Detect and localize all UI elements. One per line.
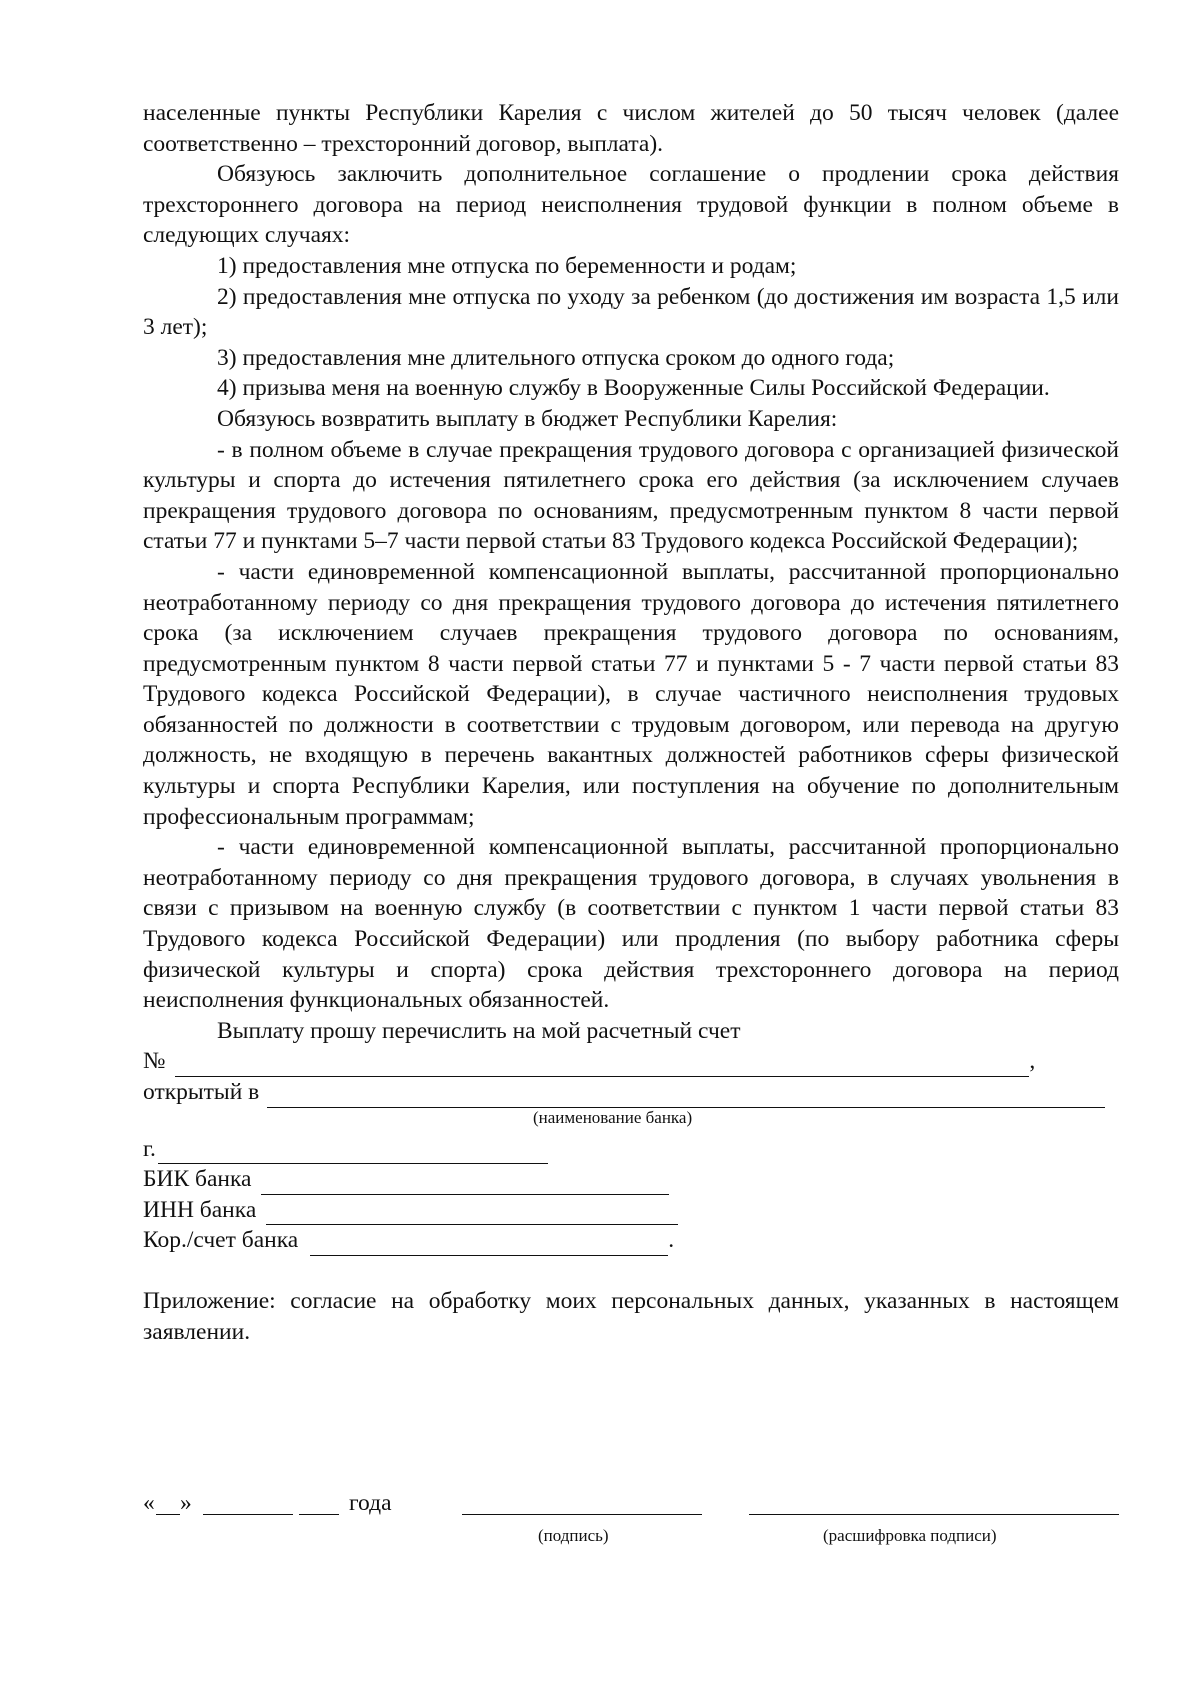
city-line[interactable] bbox=[158, 1141, 548, 1164]
bank-name-field[interactable] bbox=[143, 1077, 1119, 1108]
bik-label: БИК банка bbox=[143, 1166, 252, 1193]
account-number-field[interactable] bbox=[143, 1046, 1119, 1077]
bik-line[interactable] bbox=[261, 1172, 669, 1195]
paragraph-transfer-request: Выплату прошу перечислить на мой расчетный счет bbox=[217, 1017, 741, 1044]
date-month-line[interactable] bbox=[203, 1514, 293, 1515]
list-item-2: 2) предоставления мне отпуска по уходу за ребенком (до достижения им возраста 1,5 или 3 лет); bbox=[143, 283, 1119, 341]
opened-in-label: открытый в bbox=[143, 1079, 260, 1105]
corr-account-line[interactable] bbox=[310, 1233, 668, 1256]
corr-account-field[interactable] bbox=[143, 1225, 1119, 1256]
inn-line[interactable] bbox=[266, 1202, 678, 1225]
year-word: года bbox=[349, 1490, 392, 1516]
city-field[interactable] bbox=[143, 1134, 1119, 1165]
return-case-partial-1: - части единовременной компенсационной выплаты, рассчитанной пропорционально неотработанному периоду со дня прекращения трудового договора до истечения пятилетнего срока (за исключением случаев прекращения трудового договора по основаниям, предусмотренным пунктом 8 части первой статьи 77 и пунктами 5 - 7 части первой статьи 83 Трудового кодекса Российской Федерации), в случае частичного неисполнения трудовых обязанностей по должности в соответствии с трудовым договором, или перевода на другую должность, не входящую в перечень вакантных должностей работников сферы физической культуры и спорта Республики Карелия, или поступления на обучение по дополнительным профессиональным программам; bbox=[143, 558, 1119, 830]
list-item-3: 3) предоставления мне длительного отпуска сроком до одного года; bbox=[217, 344, 895, 371]
list-item-1: 1) предоставления мне отпуска по беременности и родам; bbox=[217, 252, 797, 279]
signature-decoding-caption: (расшифровка подписи) bbox=[823, 1526, 997, 1545]
corr-account-label: Кор./счет банка bbox=[143, 1227, 299, 1254]
date-day-line[interactable] bbox=[156, 1514, 180, 1515]
city-label: г. bbox=[143, 1135, 156, 1162]
list-item-4: 4) призыва меня на военную службу в Вооруженные Силы Российской Федерации. bbox=[217, 375, 1050, 402]
date-close-quote: » bbox=[180, 1490, 192, 1516]
paragraph-obligation-return: Обязуюсь возвратить выплату в бюджет Республики Карелия: bbox=[217, 405, 838, 432]
attachment-note: Приложение: согласие на обработку моих персональных данных, указанных в настоящем заявлении. bbox=[143, 1287, 1119, 1345]
signature-line[interactable] bbox=[462, 1514, 702, 1515]
paragraph-obligation-extension: Обязуюсь заключить дополнительное соглашение о продлении срока действия трехстороннего договора на период неисполнения трудовой функции в полном объеме в следующих случаях: bbox=[143, 161, 1119, 249]
signature-row bbox=[143, 1490, 1119, 1550]
date-open-quote: « bbox=[143, 1490, 155, 1516]
paragraph-intro: населенные пункты Республики Карелия с числом жителей до 50 тысяч человек (далее соответственно – трехсторонний договор, выплата). bbox=[143, 100, 1119, 157]
account-number-label: № bbox=[143, 1048, 166, 1075]
signature-caption: (подпись) bbox=[538, 1526, 609, 1545]
inn-field[interactable] bbox=[143, 1195, 1119, 1226]
date-year-line[interactable] bbox=[299, 1514, 339, 1515]
corr-account-end: . bbox=[668, 1227, 675, 1254]
bank-name-caption: (наименование банка) bbox=[533, 1107, 693, 1127]
document-page bbox=[143, 98, 1119, 1347]
inn-label: ИНН банка bbox=[143, 1196, 257, 1223]
bik-field[interactable] bbox=[143, 1164, 1119, 1195]
bank-name-line[interactable] bbox=[267, 1085, 1105, 1108]
account-number-end: , bbox=[1029, 1048, 1036, 1075]
account-number-line[interactable] bbox=[175, 1054, 1029, 1077]
signature-decoding-line[interactable] bbox=[749, 1514, 1119, 1515]
return-case-full: - в полном объеме в случае прекращения трудового договора с организацией физической культуры и спорта до истечения пятилетнего срока его действия (за исключением случаев прекращения трудового договора по основаниям, предусмотренным пунктом 8 части первой статьи 77 и пунктами 5–7 части первой статьи 83 Трудового кодекса Российской Федерации); bbox=[143, 436, 1119, 555]
return-case-partial-2: - части единовременной компенсационной выплаты, рассчитанной пропорционально неотработанному периоду со дня прекращения трудового договора, в случаях увольнения в связи с призывом на военную службу (в соответствии с пунктом 1 части первой статьи 83 Трудового кодекса Российской Федерации) или продления (по выбору работника сферы физической культуры и спорта) срока действия трехстороннего договора на период неисполнения функциональных обязанностей. bbox=[143, 834, 1119, 1014]
